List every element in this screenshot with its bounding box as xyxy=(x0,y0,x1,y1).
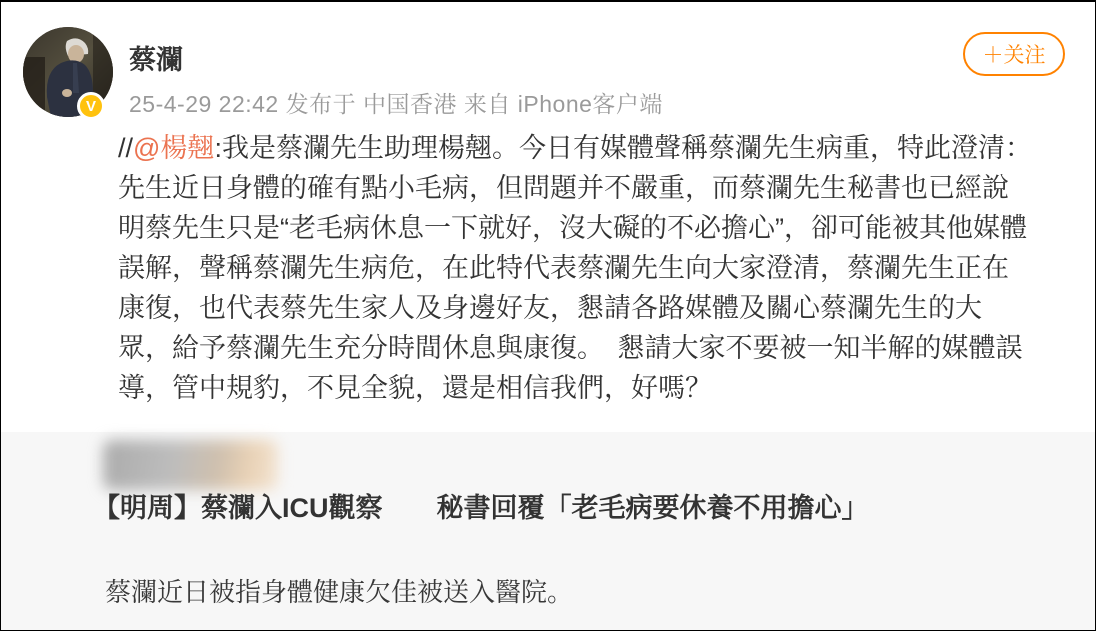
verified-badge-icon: V xyxy=(77,92,105,120)
quoted-post-title: 【明周】蔡瀾入ICU觀察 秘書回覆「老毛病要休養不用擔心」 xyxy=(93,493,869,523)
post-timestamp: 25-4-29 22:42 发布于 中国香港 来自 iPhone客户端 xyxy=(129,91,663,117)
repost-prefix: // xyxy=(118,133,134,163)
quoted-post[interactable] xyxy=(1,432,1096,631)
post-content xyxy=(118,128,1046,408)
quoted-username-blur xyxy=(103,440,278,490)
mention-link[interactable]: @楊翹 xyxy=(133,133,215,163)
follow-button[interactable]: ＋关注 xyxy=(963,32,1065,76)
post-body-text: :我是蔡瀾先生助理楊翹。今日有媒體聲稱蔡瀾先生病重，特此澄清： 先生近日身體的確有點小毛病，但問題并不嚴重，而蔡瀾先生秘書也已經說明蔡先生只是“老毛病休息一下就好，沒大礙的不必擔心”，卻可能被其他媒體誤解，聲稱蔡瀾先生病危，在此特代表蔡瀾先生向大家澄清，蔡瀾先生正在康復，也代表蔡先生家人及身邊好友，懇請各路媒體及關心蔡瀾先生的大眾，給予蔡瀾先生充分時間休息與康復。 懇請大家不要被一知半解的媒體誤導，管中規豹，不見全貌，還是相信我們，好嗎？ xyxy=(118,133,1046,403)
username[interactable]: 蔡瀾 xyxy=(129,45,183,75)
quoted-post-summary: 蔡瀾近日被指身體健康欠佳被送入醫院。 xyxy=(105,577,574,607)
